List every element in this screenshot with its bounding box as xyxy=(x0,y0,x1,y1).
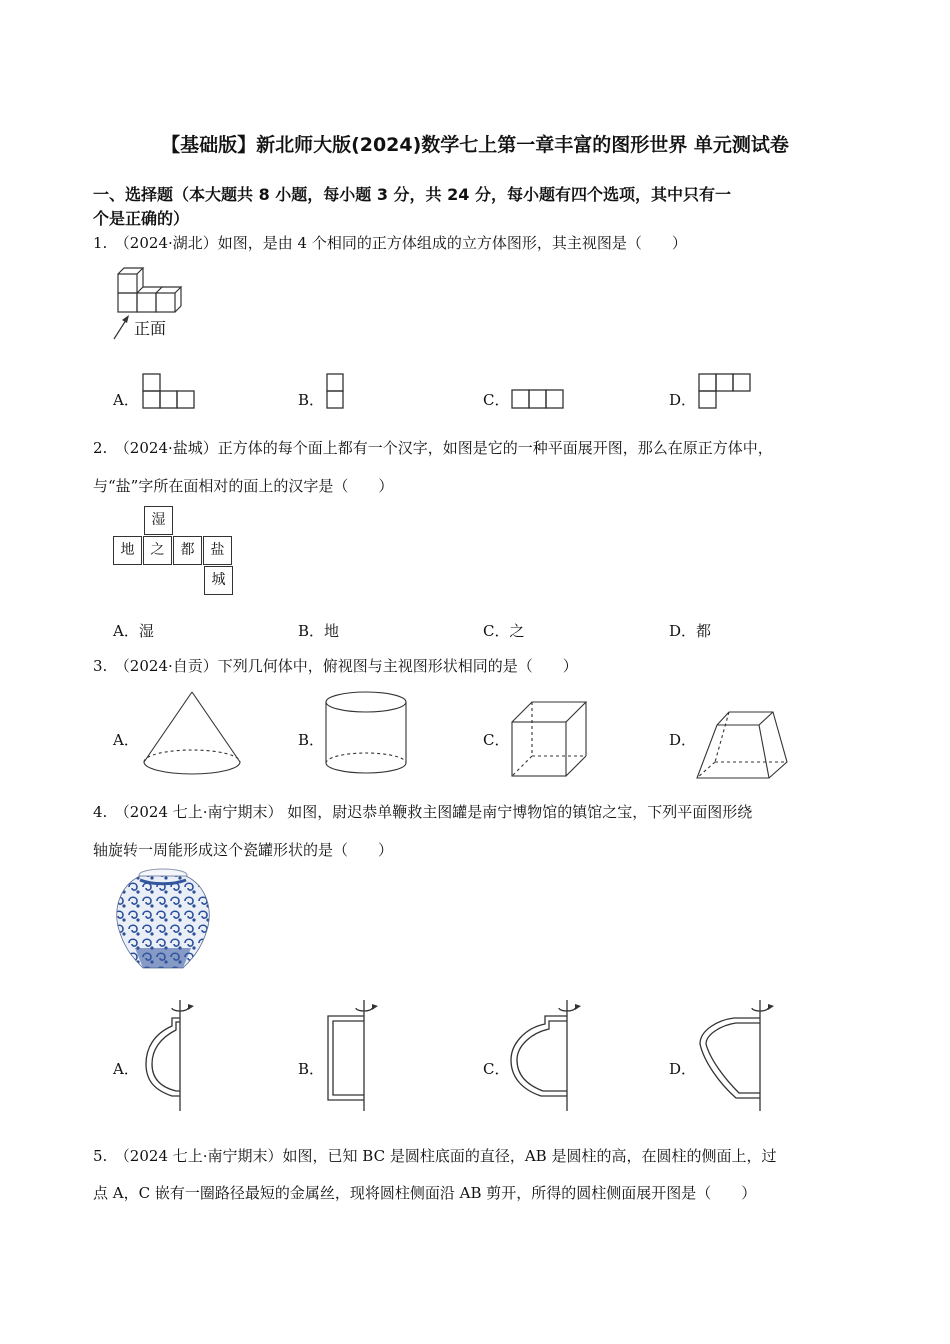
q3-option-a[interactable]: A． xyxy=(113,731,139,749)
q1-option-d-figure xyxy=(698,373,754,411)
q1-option-c[interactable]: C． xyxy=(483,391,510,409)
porcelain-jar-image xyxy=(113,866,213,972)
net-cell: 之 xyxy=(143,536,172,565)
net-cell: 盐 xyxy=(203,536,232,565)
q1-option-a[interactable]: A． xyxy=(113,391,139,409)
question-2-text-line1: 2. （2024·盐城）正方体的每个面上都有一个汉字，如图是它的一种平面展开图，那么在原正方体中， xyxy=(93,439,773,457)
q4-option-b[interactable]: B． xyxy=(298,1060,325,1078)
question-2-text-line2: 与“盐”字所在面相对的面上的汉字是（ ） xyxy=(93,477,394,495)
q3-option-b[interactable]: B． xyxy=(298,731,325,749)
q1-front-label: 正面 xyxy=(134,319,167,338)
question-5-text-line1: 5. （2024 七上·南宁期末）如图，已知 BC 是圆柱底面的直径，AB 是圆柱的高，在圆柱的侧面上，过 xyxy=(93,1147,777,1165)
q4-option-a[interactable]: A． xyxy=(113,1060,139,1078)
section-heading-line1: 一、选择题（本大题共 8 小题，每小题 3 分，共 24 分，每小题有四个选项，其中只有一 xyxy=(93,185,731,204)
q1-option-c-figure xyxy=(511,389,567,411)
q4-option-a-figure xyxy=(138,996,198,1114)
q1-option-d[interactable]: D． xyxy=(669,391,697,409)
q4-option-c-figure xyxy=(505,996,577,1114)
q3-option-d[interactable]: D． xyxy=(669,731,697,749)
section-heading-line2: 个是正确的） xyxy=(93,209,190,228)
question-5-text-line2: 点 A，C 嵌有一圈路径最短的金属丝，现将圆柱侧面沿 AB 剪开，所得的圆柱侧面展开图是（ ） xyxy=(93,1184,757,1202)
q4-option-b-figure xyxy=(322,996,382,1114)
question-4-text-line1: 4. （2024 七上·南宁期末） 如图，尉迟恭单鞭救主图罐是南宁博物馆的镇馆之宝，下列平面图形绕 xyxy=(93,803,753,821)
net-cell: 地 xyxy=(113,536,142,565)
question-1-text: 1. （2024·湖北）如图，是由 4 个相同的正方体组成的立方体图形，其主视图是（ ） xyxy=(93,234,687,252)
net-cell: 都 xyxy=(173,536,202,565)
q2-option-c[interactable]: C．之 xyxy=(483,622,525,640)
q1-option-a-figure xyxy=(142,373,196,411)
net-cell-top: 湿 xyxy=(144,506,173,535)
q3-frustum-figure xyxy=(695,710,789,780)
q1-option-b-figure xyxy=(326,373,346,411)
net-cell-bottom: 城 xyxy=(204,566,233,595)
q2-option-d[interactable]: D．都 xyxy=(669,622,712,640)
page-title: 【基础版】新北师大版(2024)数学七上第一章丰富的图形世界 单元测试卷 xyxy=(161,134,789,156)
question-3-text: 3. （2024·自贡）下列几何体中，俯视图与主视图形状相同的是（ ） xyxy=(93,657,578,675)
q4-option-c[interactable]: C． xyxy=(483,1060,510,1078)
q2-option-b[interactable]: B．地 xyxy=(298,622,340,640)
q4-option-d[interactable]: D． xyxy=(669,1060,697,1078)
q3-cone-figure xyxy=(140,690,245,778)
q3-cylinder-figure xyxy=(324,690,408,778)
q4-option-d-figure xyxy=(694,996,772,1114)
q3-cube-figure xyxy=(510,700,590,780)
q1-option-b[interactable]: B． xyxy=(298,391,325,409)
q2-option-a[interactable]: A．湿 xyxy=(113,622,154,640)
q3-option-c[interactable]: C． xyxy=(483,731,510,749)
question-4-text-line2: 轴旋转一周能形成这个瓷罐形状的是（ ） xyxy=(93,841,394,859)
